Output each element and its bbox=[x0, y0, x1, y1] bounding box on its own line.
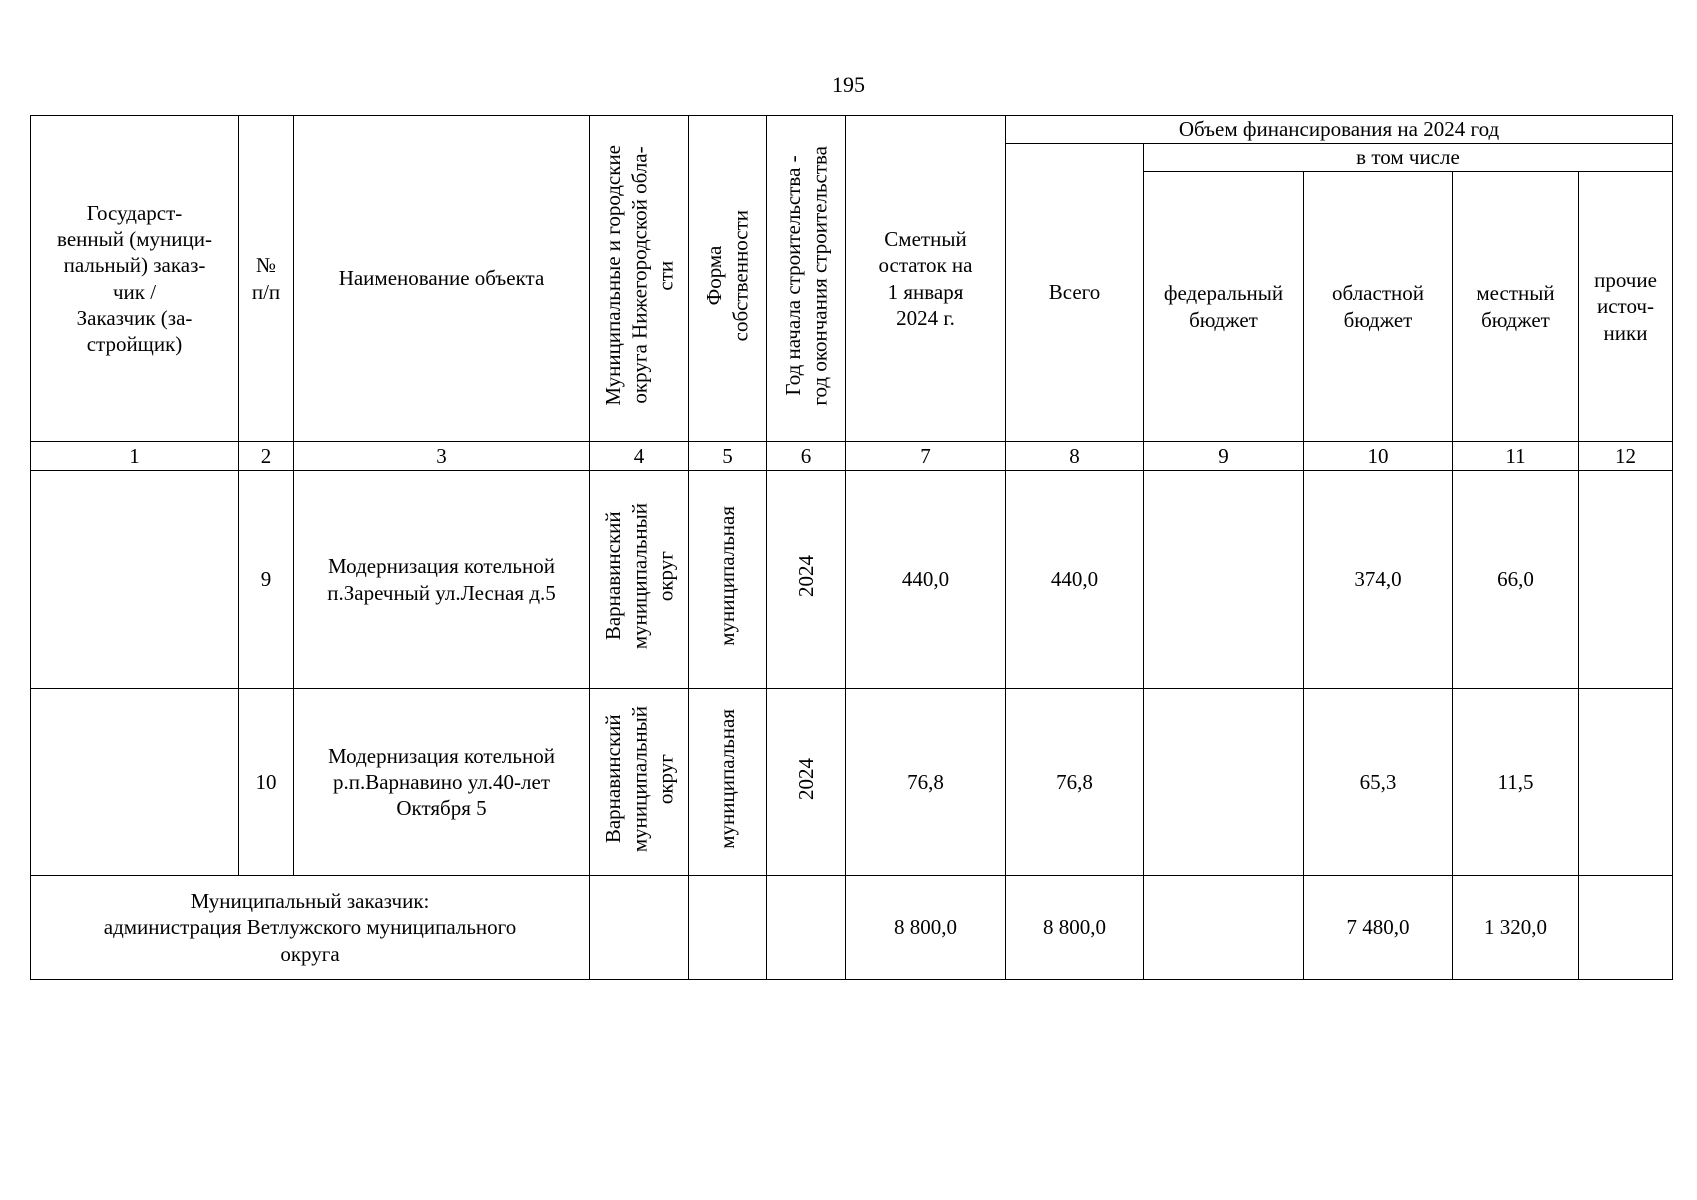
column-numbers-row bbox=[31, 442, 1673, 471]
row-district: Варнавинский муниципальный округ bbox=[590, 471, 689, 689]
column-number: 8 bbox=[1006, 442, 1144, 471]
row-other bbox=[1579, 471, 1673, 689]
row-regional: 65,3 bbox=[1304, 689, 1453, 876]
table-row bbox=[31, 689, 1673, 876]
row-number: 10 bbox=[239, 689, 294, 876]
row-regional: 374,0 bbox=[1304, 471, 1453, 689]
header-estimate: Сметный остаток на 1 января 2024 г. bbox=[846, 116, 1006, 442]
row-estimate: 76,8 bbox=[846, 689, 1006, 876]
row-object-name: Модернизация котельной п.Заречный ул.Лесная д.5 bbox=[294, 471, 590, 689]
row-years: 2024 bbox=[767, 471, 846, 689]
summary-ownership bbox=[689, 876, 767, 980]
row-local: 66,0 bbox=[1453, 471, 1579, 689]
summary-federal bbox=[1144, 876, 1304, 980]
header-ownership: Форма собственности bbox=[689, 116, 767, 442]
summary-local: 1 320,0 bbox=[1453, 876, 1579, 980]
table-row bbox=[31, 471, 1673, 689]
summary-years bbox=[767, 876, 846, 980]
row-federal bbox=[1144, 471, 1304, 689]
header-including: в том числе bbox=[1144, 144, 1673, 172]
header-years: Год начала строительства - год окончания строительства bbox=[767, 116, 846, 442]
header-other: прочие источ- ники bbox=[1579, 172, 1673, 442]
header-customer: Государст- венный (муници- пальный) заказ- чик / Заказчик (за- стройщик) bbox=[31, 116, 239, 442]
column-number: 2 bbox=[239, 442, 294, 471]
row-other bbox=[1579, 689, 1673, 876]
financing-table bbox=[30, 115, 1673, 980]
row-years: 2024 bbox=[767, 689, 846, 876]
summary-regional: 7 480,0 bbox=[1304, 876, 1453, 980]
row-district: Варнавинский муниципальный округ bbox=[590, 689, 689, 876]
page-number: 195 bbox=[832, 72, 865, 97]
row-estimate: 440,0 bbox=[846, 471, 1006, 689]
summary-district bbox=[590, 876, 689, 980]
header-object-name: Наименование объекта bbox=[294, 116, 590, 442]
header-number: № п/п bbox=[239, 116, 294, 442]
header-regional: областной бюджет bbox=[1304, 172, 1453, 442]
row-number: 9 bbox=[239, 471, 294, 689]
summary-other bbox=[1579, 876, 1673, 980]
summary-label: Муниципальный заказчик: администрация Ветлужского муниципального округа bbox=[31, 876, 590, 980]
column-number: 7 bbox=[846, 442, 1006, 471]
row-customer bbox=[31, 471, 239, 689]
column-number: 12 bbox=[1579, 442, 1673, 471]
column-number: 3 bbox=[294, 442, 590, 471]
header-federal: федеральный бюджет bbox=[1144, 172, 1304, 442]
row-ownership: муниципальная bbox=[689, 689, 767, 876]
row-customer bbox=[31, 689, 239, 876]
header-funding-title: Объем финансирования на 2024 год bbox=[1006, 116, 1673, 144]
summary-row bbox=[31, 876, 1673, 980]
header-local: местный бюджет bbox=[1453, 172, 1579, 442]
column-number: 4 bbox=[590, 442, 689, 471]
column-number: 9 bbox=[1144, 442, 1304, 471]
row-local: 11,5 bbox=[1453, 689, 1579, 876]
column-number: 6 bbox=[767, 442, 846, 471]
column-number: 5 bbox=[689, 442, 767, 471]
row-federal bbox=[1144, 689, 1304, 876]
summary-total: 8 800,0 bbox=[1006, 876, 1144, 980]
header-row-1 bbox=[31, 116, 1673, 144]
summary-estimate: 8 800,0 bbox=[846, 876, 1006, 980]
row-total: 76,8 bbox=[1006, 689, 1144, 876]
row-object-name: Модернизация котельной р.п.Варнавино ул.40-лет Октября 5 bbox=[294, 689, 590, 876]
column-number: 10 bbox=[1304, 442, 1453, 471]
header-total: Всего bbox=[1006, 144, 1144, 442]
column-number: 11 bbox=[1453, 442, 1579, 471]
column-number: 1 bbox=[31, 442, 239, 471]
row-total: 440,0 bbox=[1006, 471, 1144, 689]
row-ownership: муниципальная bbox=[689, 471, 767, 689]
header-district: Муниципальные и городские округа Нижегородской обла- сти bbox=[590, 116, 689, 442]
